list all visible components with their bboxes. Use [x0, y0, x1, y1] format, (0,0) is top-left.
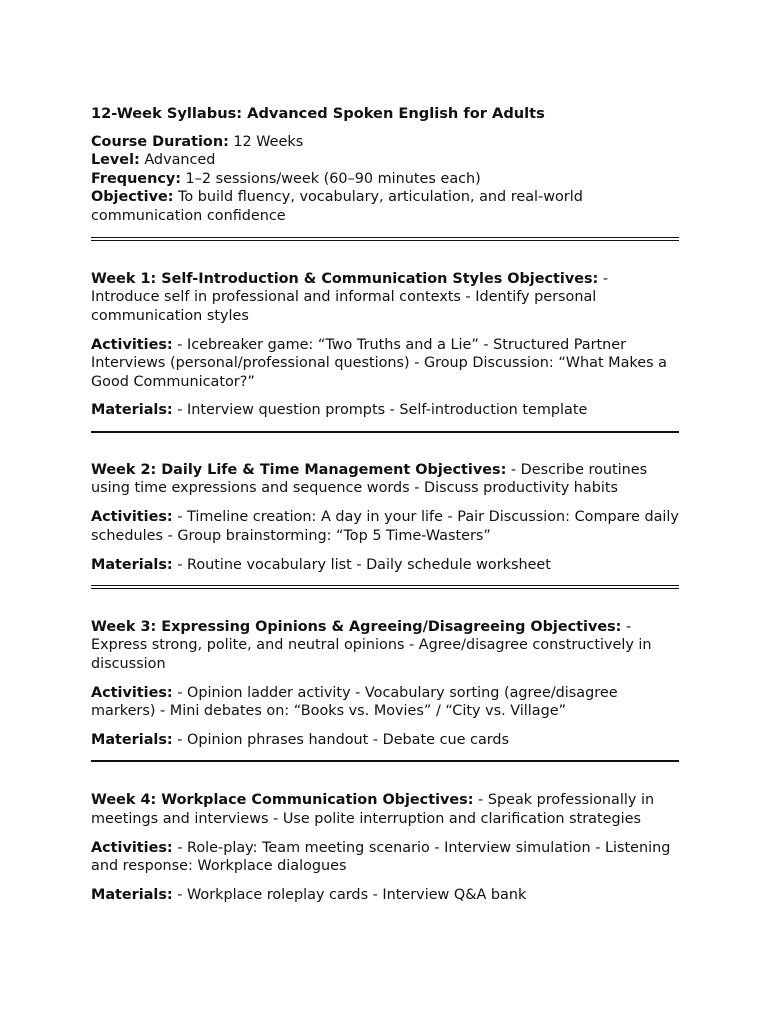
course-frequency	[91, 170, 679, 188]
week-objectives	[91, 618, 679, 673]
week-objectives	[91, 461, 679, 498]
materials-label: Materials:	[91, 402, 173, 419]
week-objectives-text: - Express strong, polite, and neutral opinions - Agree/disagree constructively in discussion	[91, 618, 652, 672]
week-activities-text: - Icebreaker game: “Two Truths and a Lie” - Structured Partner Interviews (personal/professional questions) - Group Discussion: “What Makes a Good Communicator?”	[91, 336, 667, 390]
week-materials	[91, 731, 679, 749]
activities-label: Activities:	[91, 509, 173, 526]
week-heading: Week 4: Workplace Communication Objectives:	[91, 792, 474, 809]
materials-label: Materials:	[91, 886, 173, 903]
syllabus-document	[91, 104, 679, 904]
week-objectives-text: - Speak professionally in meetings and interviews - Use polite interruption and clarification strategies	[91, 792, 655, 827]
week-materials-text: - Routine vocabulary list - Daily schedule worksheet	[172, 556, 551, 573]
activities-label: Activities:	[91, 839, 173, 856]
week-objectives	[91, 791, 679, 828]
course-duration-label: Course Duration:	[91, 134, 229, 150]
week-materials	[91, 886, 679, 904]
activities-label: Activities:	[91, 684, 173, 701]
course-frequency-label: Frequency:	[91, 170, 181, 187]
week-materials-text: - Interview question prompts - Self-introduction template	[172, 402, 588, 419]
materials-label: Materials:	[91, 556, 173, 573]
week-section-1	[91, 270, 679, 420]
section-divider	[91, 431, 679, 433]
course-objective-label: Objective:	[91, 189, 174, 206]
week-materials-text: - Workplace roleplay cards - Interview Q&A bank	[172, 886, 527, 903]
week-objectives-text: - Describe routines using time expressions and sequence words - Discuss productivity habits	[91, 461, 648, 497]
week-materials-text: - Opinion phrases handout - Debate cue cards	[172, 731, 510, 748]
course-objective	[91, 188, 679, 225]
section-divider	[91, 237, 679, 241]
week-section-3	[91, 618, 679, 749]
document-title: 12-Week Syllabus: Advanced Spoken English for Adults	[91, 105, 545, 122]
week-objectives	[91, 270, 679, 325]
week-section-2	[91, 461, 679, 574]
activities-label: Activities:	[91, 336, 173, 353]
section-divider	[91, 760, 679, 762]
week-activities	[91, 839, 679, 876]
week-activities-text: - Timeline creation: A day in your life - Pair Discussion: Compare daily schedules - Group brainstorming: “Top 5 Time-Wasters”	[91, 509, 679, 544]
course-duration	[91, 133, 679, 151]
course-level-label: Level:	[91, 152, 140, 169]
course-meta	[91, 133, 679, 225]
week-heading: Week 3: Expressing Opinions & Agreeing/Disagreeing Objectives:	[91, 618, 622, 635]
course-objective-value: To build fluency, vocabulary, articulation, and real-world communication confidence	[91, 189, 583, 224]
materials-label: Materials:	[91, 731, 173, 748]
week-heading: Week 1: Self-Introduction & Communication Styles Objectives:	[91, 271, 599, 288]
course-level-value: Advanced	[139, 152, 216, 169]
section-divider	[91, 585, 679, 589]
week-materials	[91, 401, 679, 419]
week-section-4	[91, 791, 679, 904]
week-activities-text: - Opinion ladder activity - Vocabulary sorting (agree/disagree markers) - Mini debates on: “Books vs. Movies” / “City vs. Village”	[91, 684, 618, 720]
week-activities	[91, 684, 679, 721]
week-activities	[91, 508, 679, 545]
course-duration-value: 12 Weeks	[228, 134, 304, 150]
week-objectives-text: - Introduce self in professional and informal contexts - Identify personal communication styles	[91, 271, 609, 324]
course-frequency-value: 1–2 sessions/week (60–90 minutes each)	[180, 170, 481, 187]
week-materials	[91, 556, 679, 574]
course-level	[91, 151, 679, 169]
week-activities-text: - Role-play: Team meeting scenario - Interview simulation - Listening and response: Workplace dialogues	[91, 839, 671, 875]
week-heading: Week 2: Daily Life & Time Management Objectives:	[91, 461, 507, 478]
week-activities	[91, 336, 679, 391]
